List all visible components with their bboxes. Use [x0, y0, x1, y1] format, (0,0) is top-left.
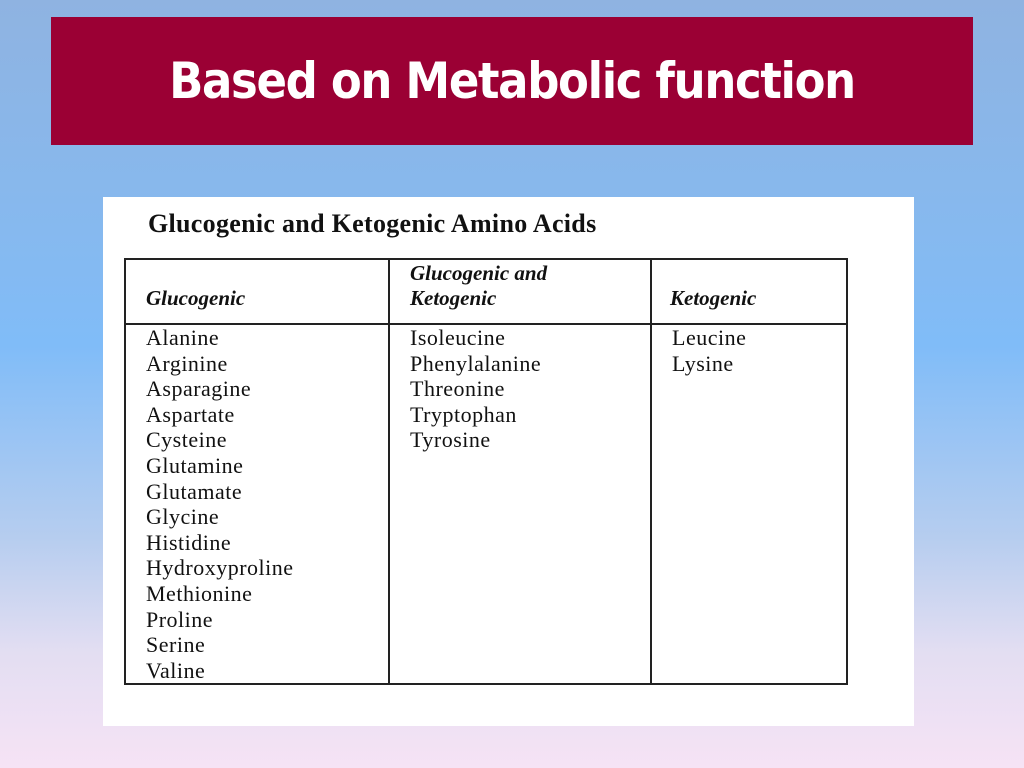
- amino-acid-item: Cysteine: [146, 427, 227, 453]
- amino-acid-item: Arginine: [146, 350, 228, 376]
- ketogenic-list: [672, 325, 846, 376]
- glucogenic-and-ketogenic-column: [390, 325, 652, 683]
- amino-acid-item: Glutamine: [146, 452, 244, 478]
- amino-acid-item: Valine: [146, 657, 206, 683]
- header-glucogenic: Glucogenic: [126, 260, 390, 325]
- slide-title-bar: [51, 17, 973, 145]
- amino-acid-item: Tryptophan: [410, 401, 517, 427]
- table-image-panel: [103, 197, 914, 726]
- header-ketogenic: Ketogenic: [652, 260, 846, 325]
- amino-acid-item: Hydroxyproline: [146, 555, 294, 581]
- amino-acid-item: Glutamate: [146, 478, 243, 504]
- amino-acid-item: Asparagine: [146, 376, 252, 402]
- header-line-1: Glucogenic and: [410, 260, 548, 285]
- amino-acid-item: Alanine: [146, 325, 220, 350]
- table-caption: Glucogenic and Ketogenic Amino Acids: [148, 209, 597, 238]
- ketogenic-column: [652, 325, 846, 683]
- amino-acid-item: Threonine: [410, 376, 505, 402]
- amino-acid-item: Histidine: [146, 529, 232, 555]
- glucogenic-list: [146, 325, 388, 683]
- amino-acid-item: Proline: [146, 606, 214, 632]
- amino-acid-item: Lysine: [672, 350, 734, 376]
- amino-acid-item: Phenylalanine: [410, 350, 542, 376]
- slide-title: Based on Metabolic function: [169, 52, 855, 110]
- header-glucogenic-and-ketogenic: [390, 260, 652, 325]
- amino-acid-item: Isoleucine: [410, 325, 506, 350]
- glucogenic-and-ketogenic-list: [410, 325, 650, 453]
- header-line-2: Ketogenic: [410, 285, 497, 310]
- glucogenic-column: [126, 325, 390, 683]
- amino-acid-item: Aspartate: [146, 401, 235, 427]
- amino-acid-item: Serine: [146, 632, 206, 658]
- amino-acid-item: Leucine: [672, 325, 747, 350]
- amino-acid-item: Glycine: [146, 504, 220, 530]
- amino-acid-item: Tyrosine: [410, 427, 491, 453]
- amino-acid-table: [124, 258, 848, 685]
- amino-acid-item: Methionine: [146, 580, 253, 606]
